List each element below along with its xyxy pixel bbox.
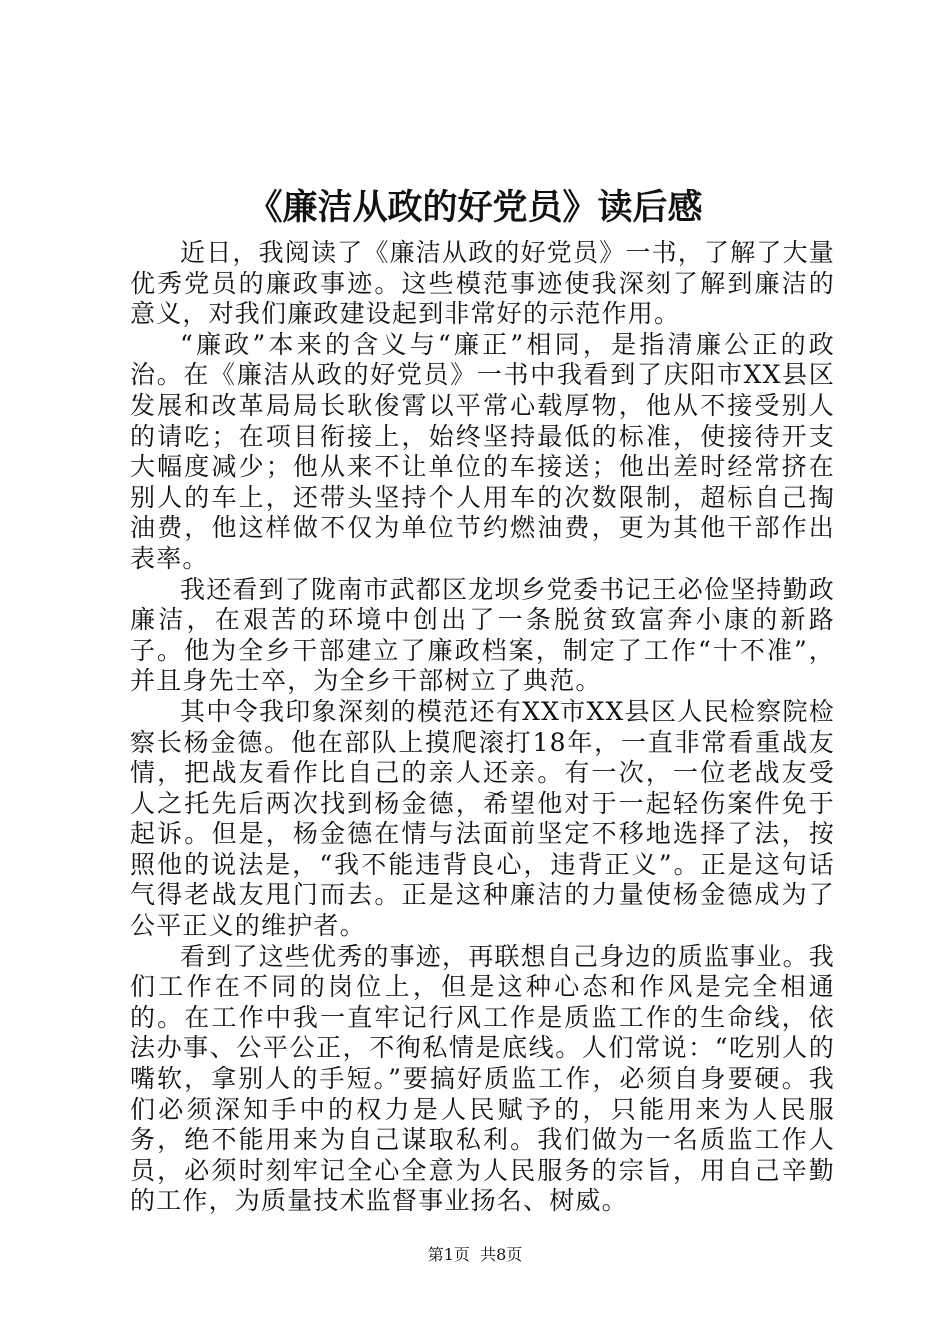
paragraph: 看到了这些优秀的事迹，再联想自己身边的质监事业。我们工作在不同的岗位上，但是这种心态和作风是完全相通的。在工作中我一直牢记行风工作是质监工作的生命线，依法办事、公平公正，不徇私情是底线。人们常说：“吃别人的嘴软，拿别人的手短。”要搞好质监工作，必须自身要硬。我们必须深知手中的权力是人民赋予的，只能用来为人民服务，绝不能用来为自己谋取私利。我们做为一名质监工作人员，必须时刻牢记全心全意为人民服务的宗旨，用自己辛勤的工作，为质量技术监督事业扬名、树威。 (130, 941, 836, 1216)
paragraph: 我还看到了陇南市武都区龙坝乡党委书记王必俭坚持勤政廉洁，在艰苦的环境中创出了一条脱贫致富奔小康的新路子。他为全乡干部建立了廉政档案，制定了工作“十不准”，并且身先士卒，为全乡干部树立了典范。 (130, 574, 836, 696)
page-number: 第1页 (427, 1245, 470, 1264)
page-footer (0, 1243, 950, 1267)
document-title: 《廉洁从政的好党员》读后感 (247, 187, 703, 228)
paragraph: “廉政”本来的含义与“廉正”相同，是指清廉公正的政治。在《廉洁从政的好党员》一书中我看到了庆阳市XX县区发展和改革局局长耿俊霄以平常心载厚物，他从不接受别人的请吃；在项目衔接上，始终坚持最低的标准，使接待开支大幅度减少；他从来不让单位的车接送；他出差时经常挤在别人的车上，还带头坚持个人用车的次数限制，超标自己掏油费，他这样做不仅为单位节约燃油费，更为其他干部作出表率。 (130, 329, 835, 573)
paragraph: 近日，我阅读了《廉洁从政的好党员》一书，了解了大量优秀党员的廉政事迹。这些模范事迹使我深刻了解到廉洁的意义，对我们廉政建设起到非常好的示范作用。 (130, 238, 836, 329)
page-total: 共8页 (480, 1245, 523, 1264)
paragraph: 其中令我印象深刻的模范还有XX市XX县区人民检察院检察长杨金德。他在部队上摸爬滚打18年，一直非常看重战友情，把战友看作比自己的亲人还亲。有一次，一位老战友受人之托先后两次找到杨金德，希望他对于一起轻伤案件免于起诉。但是，杨金德在情与法面前坚定不移地选择了法，按照他的说法是，“我不能违背良心，违背正义”。正是这句话气得老战友甩门而去。正是这种廉洁的力量使杨金德成为了公平正义的维护者。 (130, 696, 835, 941)
document-body (130, 238, 835, 1217)
